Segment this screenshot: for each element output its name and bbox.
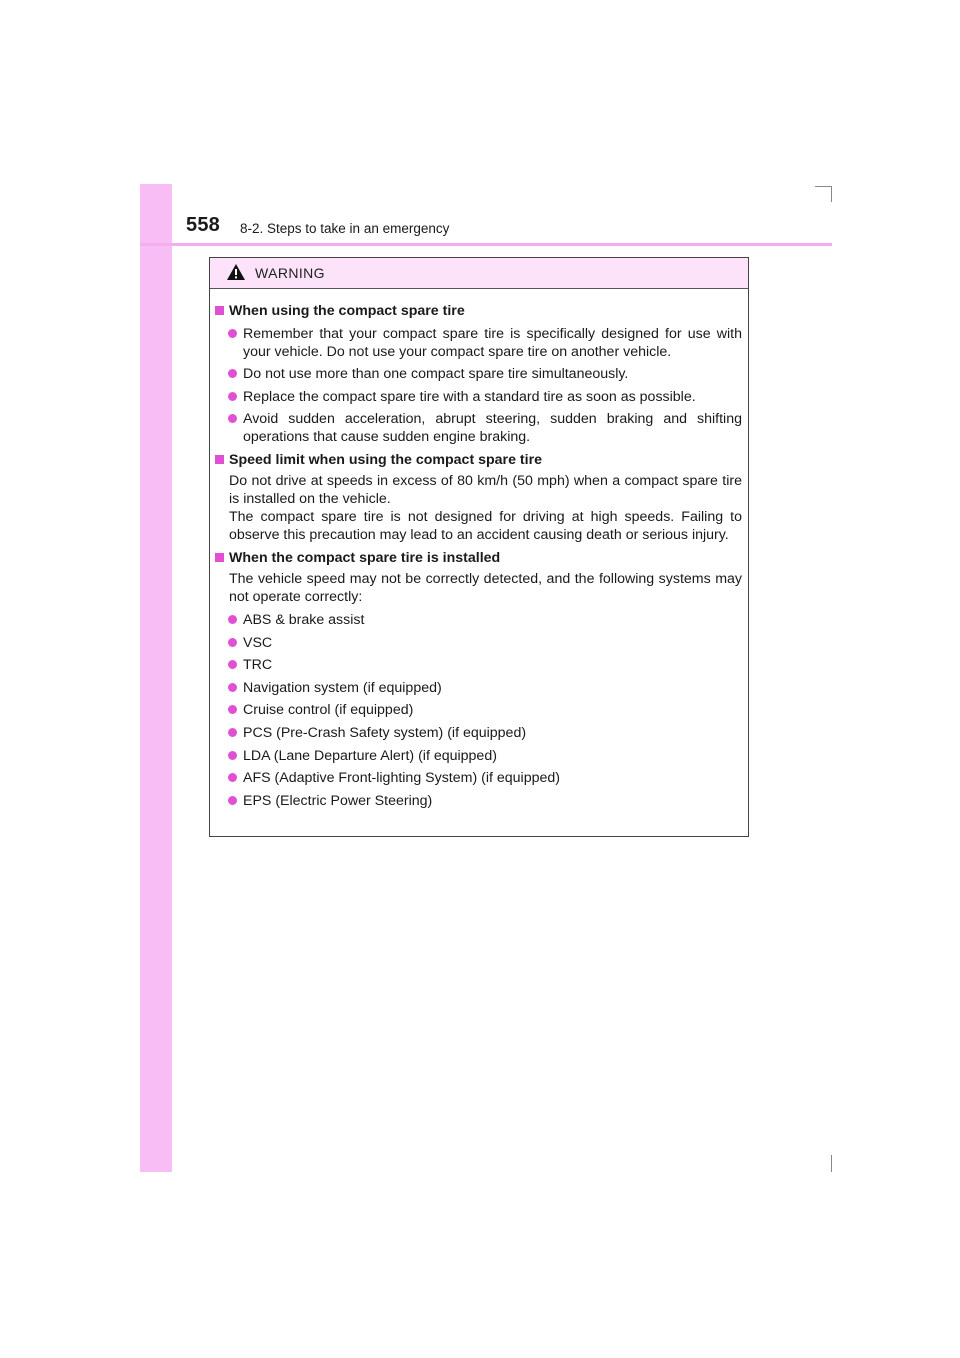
- paragraph-text: The vehicle speed may not be correctly detected, and the following systems may not operate correctly:: [229, 571, 742, 606]
- section-heading-text: When using the compact spare tire: [229, 303, 465, 319]
- square-bullet-icon: [215, 553, 224, 562]
- warning-body: [210, 289, 748, 810]
- list-item-text: VSC: [243, 634, 273, 651]
- circle-bullet-icon: [228, 683, 237, 692]
- circle-bullet-icon: [228, 414, 237, 423]
- circle-bullet-icon: [228, 615, 237, 624]
- circle-bullet-icon: [228, 751, 237, 760]
- circle-bullet-icon: [228, 638, 237, 647]
- section-heading: [215, 549, 742, 567]
- paragraph-text: Do not drive at speeds in excess of 80 km/h (50 mph) when a compact spare tire is installed on the vehicle.: [229, 473, 742, 508]
- list-item: [215, 792, 742, 810]
- list-item: [215, 388, 742, 406]
- warning-title: WARNING: [255, 265, 325, 281]
- list-item: [215, 656, 742, 674]
- paragraph: [215, 570, 742, 606]
- circle-bullet-icon: [228, 329, 237, 338]
- list-item-text: AFS (Adaptive Front-lighting System) (if equipped): [243, 770, 560, 787]
- section-heading: [215, 302, 742, 320]
- chapter-sidebar-tab: [140, 184, 172, 1172]
- list-item: [215, 724, 742, 742]
- page-number: 558: [186, 214, 220, 236]
- circle-bullet-icon: [228, 660, 237, 669]
- header-rule: [140, 243, 832, 246]
- square-bullet-icon: [215, 306, 224, 315]
- list-item: [215, 611, 742, 629]
- list-item-text: Cruise control (if equipped): [243, 702, 414, 719]
- list-item-text: Replace the compact spare tire with a standard tire as soon as possible.: [243, 388, 696, 405]
- list-item-text: TRC: [243, 657, 273, 674]
- circle-bullet-icon: [228, 773, 237, 782]
- list-item: [215, 747, 742, 765]
- circle-bullet-icon: [228, 728, 237, 737]
- circle-bullet-icon: [228, 796, 237, 805]
- list-item: [215, 365, 742, 383]
- list-item-text: Do not use more than one compact spare tire simultaneously.: [243, 366, 629, 383]
- warning-box: [209, 257, 749, 837]
- list-item-text: EPS (Electric Power Steering): [243, 792, 433, 809]
- list-item: [215, 769, 742, 787]
- crop-mark-top-vertical: [831, 186, 832, 202]
- list-item: [215, 410, 742, 446]
- section-title: 8-2. Steps to take in an emergency: [240, 221, 450, 236]
- circle-bullet-icon: [228, 705, 237, 714]
- list-item-text: Avoid sudden acceleration, abrupt steering, sudden braking and shifting operations that cause sudden engine braking.: [243, 411, 742, 446]
- list-item-text: Remember that your compact spare tire is specifically designed for use with your vehicle. Do not use your compact spare tire on another vehicle.: [243, 325, 742, 360]
- list-item: [215, 634, 742, 652]
- list-item-text: Navigation system (if equipped): [243, 679, 442, 696]
- list-item: [215, 701, 742, 719]
- list-item: [215, 325, 742, 361]
- section-heading: [215, 451, 742, 469]
- section-heading-text: When the compact spare tire is installed: [229, 550, 501, 567]
- warning-header: [210, 258, 748, 289]
- list-item-text: PCS (Pre-Crash Safety system) (if equipped): [243, 724, 527, 741]
- square-bullet-icon: [215, 455, 224, 464]
- list-item: [215, 679, 742, 697]
- section-heading-text: Speed limit when using the compact spare tire: [229, 452, 542, 469]
- list-item-text: LDA (Lane Departure Alert) (if equipped): [243, 747, 497, 764]
- crop-mark-bottom: [831, 1155, 832, 1172]
- list-item-text: ABS & brake assist: [243, 611, 365, 628]
- crop-mark-top: [815, 186, 832, 187]
- circle-bullet-icon: [228, 369, 237, 378]
- paragraph-text: The compact spare tire is not designed for driving at high speeds. Failing to observe this precaution may lead to an accident causing death or serious injury.: [229, 509, 742, 544]
- paragraph: [215, 472, 742, 544]
- circle-bullet-icon: [228, 392, 237, 401]
- warning-triangle-icon: [226, 263, 246, 281]
